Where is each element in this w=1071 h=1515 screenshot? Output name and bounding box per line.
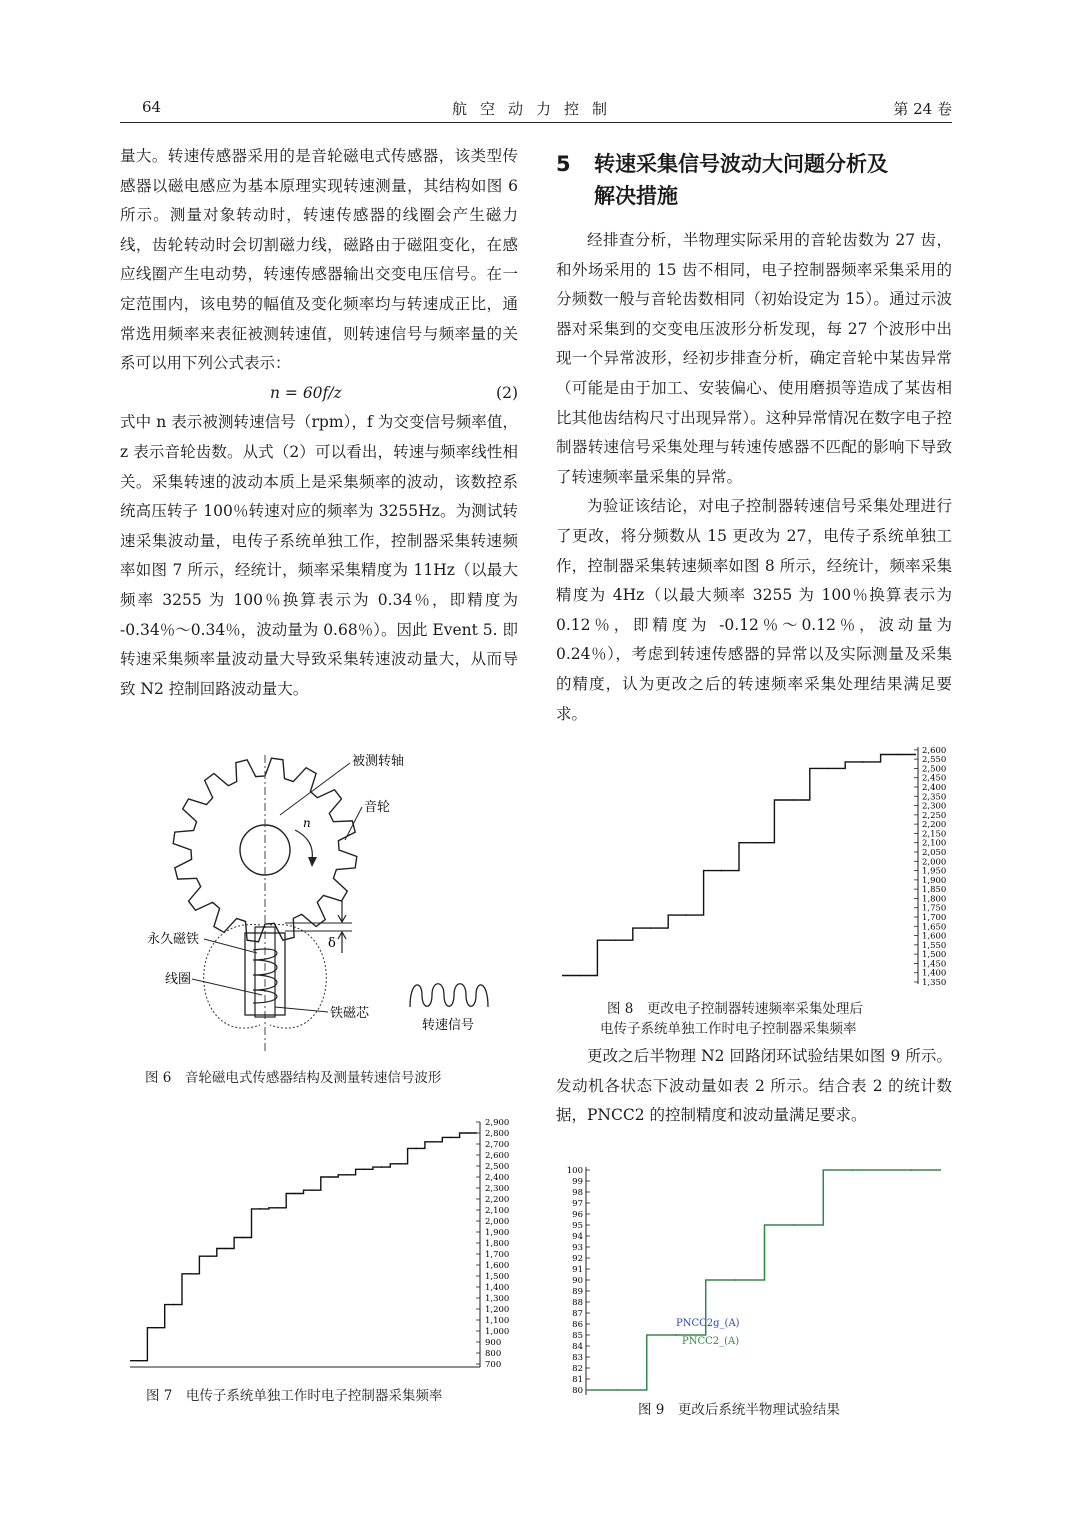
- figure-8-caption-line1: 图 8 更改电子控制器转速频率采集处理后: [607, 1001, 863, 1017]
- series-line: [588, 1170, 941, 1390]
- data-point: [225, 1248, 227, 1250]
- data-point: [468, 1132, 470, 1134]
- figure-6-caption: 图 6 音轮磁电式传感器结构及测量转速信号波形: [145, 1070, 442, 1086]
- y-tick-label: 90: [572, 1276, 583, 1286]
- tone-wheel-gear: [173, 758, 357, 942]
- y-tick-label: 1,800: [485, 1239, 510, 1249]
- coil-leader: [192, 979, 262, 995]
- journal-title: 航空动力控制: [451, 100, 620, 118]
- data-point: [685, 914, 687, 916]
- figure-9-chart: [556, 1162, 952, 1397]
- data-point: [155, 1327, 157, 1329]
- equation-number: (2): [496, 383, 518, 402]
- y-tick-label: 2,250: [922, 810, 947, 821]
- y-tick-label: 1,350: [922, 978, 947, 988]
- y-tick-label: 1,400: [485, 1283, 510, 1293]
- data-point: [242, 1237, 244, 1239]
- page-number: 64: [142, 98, 162, 116]
- data-point: [827, 768, 829, 770]
- paragraph: 式中 n 表示被测转速信号（rpm），f 为交变信号频率值，z 表示音轮齿数。从式（2）可以看出，转速与频率线性相关。采集转速的波动本质上是采集频率的波动，该数控系统高压转子 100％转速对应的频率为 3255Hz。为测试转速采集波动量，电传子系统单独工作，控制器采集转速频率如图 7 所示，经统计，频率采集精度为 11Hz（以最大频率 3255 为 100％换算表示为 0.34％，即精度为 -0.34％～0.34％，波动量为 0.68％）。因此 Event 5. 即转速采集频率量波动量大导致采集转速波动量大，从而导致 N2 控制回路波动量大。: [120, 413, 518, 698]
- right-column-text-2: [556, 1042, 952, 1131]
- shaft-leader: [280, 763, 350, 815]
- y-tick-label: 2,300: [485, 1184, 510, 1194]
- wheel-leader: [345, 807, 362, 840]
- coil-winding: [253, 949, 277, 1003]
- paragraph: 为验证该结论，对电子控制器转速信号采集处理进行了更改，将分频数从 15 更改为 27，电传子系统单独工作，控制器采集转速频率如图 8 所示，经统计，频率采集精度为 4Hz（以最大频率 3255 为 100％换算表示为 0.12％，即精度为 -0.12％～0.12％，波动量为 0.24％），考虑到转速传感器的异常以及实际测量及采集的精度，认为更改之后的转速频率采集处理结果满足要求。: [556, 497, 952, 723]
- paragraph: 更改之后半物理 N2 回路闭环试验结果如图 9 所示。发动机各状态下波动量如表 2 所示。结合表 2 的统计数据，PNCC2 的控制精度和波动量满足要求。: [556, 1047, 952, 1125]
- y-tick-label: 900: [485, 1338, 502, 1348]
- gap-arrow-up: [338, 932, 346, 953]
- data-point: [756, 842, 758, 844]
- section-number: 5: [556, 152, 571, 176]
- data-point: [734, 1279, 736, 1281]
- y-tick-label: 800: [485, 1349, 502, 1359]
- data-point: [190, 1273, 192, 1275]
- data-point: [363, 1169, 365, 1171]
- y-tick-label: 1,500: [922, 950, 947, 961]
- y-tick-label: 2,050: [922, 848, 947, 858]
- y-tick-label: 95: [572, 1221, 583, 1231]
- signal-waveform: [410, 984, 488, 1007]
- gap-label: δ: [328, 936, 336, 951]
- flux-line-left: [204, 924, 260, 1028]
- y-tick-label: 2,350: [922, 792, 947, 803]
- y-tick-label: 1,900: [485, 1228, 510, 1238]
- rotation-arrowhead: [308, 857, 317, 867]
- y-tick-label: 2,000: [922, 857, 947, 868]
- right-column-text-1: [556, 226, 952, 729]
- y-tick-label: 2,100: [922, 838, 947, 849]
- y-tick-label: 1,500: [485, 1272, 510, 1282]
- paragraph: 经排查分析，半物理实际采用的音轮齿数为 27 齿，和外场采用的 15 齿不相同，电子控制器频率采集采用的分频数一般与音轮齿数相同（初始设定为 15）。通过示波器对采集到的交变电压波形分析发现，每 27 个波形中出现一个异常波形，经初步排查分析，确定音轮中某齿异常（可能是由于加工、安装偏心、使用磨损等造成了某齿相比其他齿结构尺寸出现异常）。这种异常情况在数字电子控制器转速信号采集处理与转速传感器不匹配的影响下导致了转速频率量采集的异常。: [556, 231, 952, 486]
- y-tick-label: 2,600: [485, 1151, 510, 1161]
- data-point: [911, 1169, 913, 1171]
- y-tick-label: 83: [572, 1353, 583, 1363]
- y-tick-label: 92: [572, 1254, 583, 1264]
- coil-label: 线圈: [165, 972, 192, 987]
- data-point: [791, 799, 793, 801]
- left-column: [120, 142, 518, 704]
- data-point: [138, 1360, 140, 1362]
- data-point: [793, 1224, 795, 1226]
- y-tick-label: 2,150: [922, 829, 947, 840]
- section-heading: [556, 148, 956, 212]
- y-tick-label: 2,500: [922, 764, 947, 775]
- y-tick-label: 89: [572, 1287, 583, 1297]
- legend-act: PNCC2_(A): [682, 1336, 740, 1347]
- figure-8-chart: [556, 742, 952, 992]
- y-tick-label: 1,400: [922, 968, 947, 979]
- series-line: [562, 755, 916, 976]
- y-tick-label: 94: [572, 1232, 583, 1242]
- rotation-arrow: [295, 830, 312, 860]
- y-tick-label: 1,800: [922, 894, 947, 905]
- figure-6-diagram: [120, 745, 520, 1055]
- data-point: [852, 1169, 854, 1171]
- flux-line-right: [270, 924, 326, 1028]
- y-tick-label: 97: [572, 1199, 583, 1209]
- y-tick-label: 1,900: [922, 875, 947, 886]
- data-point: [721, 870, 723, 872]
- shaft-label: 被测转轴: [352, 754, 405, 769]
- y-tick-label: 2,400: [922, 783, 947, 793]
- y-tick-label: 1,850: [922, 885, 947, 896]
- data-point: [862, 761, 864, 763]
- y-tick-label: 1,750: [922, 903, 947, 914]
- y-tick-label: 87: [572, 1309, 583, 1319]
- equation-expression: n = 60f/z: [270, 383, 342, 402]
- data-point: [173, 1304, 175, 1306]
- y-tick-label: 2,450: [922, 773, 947, 784]
- section-title-line2: 解决措施: [594, 184, 678, 208]
- y-tick-label: 1,700: [485, 1250, 510, 1260]
- y-tick-label: 2,900: [485, 1118, 510, 1128]
- section-title-line1: 转速采集信号波动大问题分析及: [594, 152, 888, 176]
- data-point: [614, 939, 616, 941]
- signal-label: 转速信号: [422, 1018, 475, 1033]
- figure-7-caption: 图 7 电传子系统单独工作时电子控制器采集频率: [146, 1388, 443, 1404]
- y-tick-label: 2,200: [922, 820, 947, 831]
- y-tick-label: 96: [572, 1210, 583, 1220]
- data-point: [579, 975, 581, 977]
- legend-cmd: PNCC2g_(A): [676, 1318, 740, 1329]
- data-point: [676, 1334, 678, 1336]
- y-tick-label: 1,950: [922, 866, 947, 877]
- y-tick-label: 1,450: [922, 959, 947, 970]
- y-tick-label: 1,200: [485, 1305, 510, 1315]
- core-label: 铁磁芯: [330, 1006, 370, 1021]
- y-tick-label: 1,550: [922, 940, 947, 951]
- y-tick-label: 1,100: [485, 1316, 510, 1326]
- y-tick-label: 1,700: [922, 913, 947, 923]
- data-point: [650, 927, 652, 929]
- data-point: [381, 1166, 383, 1168]
- y-tick-label: 84: [572, 1342, 583, 1352]
- data-point: [207, 1255, 209, 1257]
- figure-7-chart: [125, 1112, 525, 1374]
- y-tick-label: 2,300: [922, 801, 947, 812]
- y-tick-label: 2,700: [485, 1140, 510, 1150]
- core-leader: [275, 1007, 328, 1012]
- equation-2: [120, 379, 518, 409]
- y-tick-label: 2,200: [485, 1195, 510, 1205]
- gap-arrow-down: [338, 901, 346, 922]
- y-tick-label: 1,000: [485, 1327, 510, 1337]
- figure-9-caption: 图 9 更改后系统半物理试验结果: [638, 1402, 840, 1418]
- data-point: [433, 1141, 435, 1143]
- data-point: [617, 1389, 619, 1391]
- data-point: [450, 1137, 452, 1139]
- data-point: [898, 754, 900, 756]
- y-tick-label: 2,800: [485, 1129, 510, 1139]
- data-point: [259, 1208, 261, 1210]
- magnet-label: 永久磁铁: [147, 932, 200, 947]
- y-tick-label: 100: [566, 1166, 583, 1176]
- y-tick-label: 2,600: [922, 745, 947, 756]
- y-tick-label: 82: [572, 1364, 583, 1374]
- figure-8-caption-line2: 电传子系统单独工作时电子控制器采集频率: [600, 1021, 857, 1037]
- y-tick-label: 2,400: [485, 1173, 510, 1183]
- y-tick-label: 2,550: [922, 755, 947, 766]
- data-point: [329, 1176, 331, 1178]
- data-point: [294, 1193, 296, 1195]
- paragraph: 量大。转速传感器采用的是音轮磁电式传感器，该类型传感器以磁电感应为基本原理实现转速测量，其结构如图 6 所示。测量对象转动时，转速传感器的线圈会产生磁力线，齿轮转动时会切割磁力线，磁路由于磁阻变化，在感应线圈产生电动势，转速传感器输出交变电压信号。在一定范围内，该电势的幅值及变化频率均与转速成正比，通常选用频率来表征被测转速值，则转速信号与频率量的关系可以用下列公式表示：: [120, 147, 518, 373]
- y-tick-label: 700: [485, 1360, 502, 1370]
- data-point: [416, 1148, 418, 1150]
- data-point: [346, 1174, 348, 1176]
- y-tick-label: 91: [572, 1265, 583, 1275]
- data-point: [398, 1163, 400, 1165]
- y-tick-label: 1,600: [922, 931, 947, 942]
- y-tick-label: 1,300: [485, 1294, 510, 1304]
- speed-symbol: n: [303, 816, 311, 830]
- wheel-label: 音轮: [364, 800, 391, 815]
- y-tick-label: 1,600: [485, 1261, 510, 1271]
- y-tick-label: 98: [572, 1188, 583, 1198]
- y-tick-label: 99: [572, 1177, 583, 1187]
- y-tick-label: 81: [572, 1375, 583, 1385]
- data-point: [311, 1189, 313, 1191]
- y-tick-label: 80: [572, 1386, 583, 1396]
- y-tick-label: 2,100: [485, 1206, 510, 1216]
- page-header: [120, 96, 952, 123]
- series-line: [130, 1133, 477, 1361]
- y-tick-label: 1,650: [922, 922, 947, 933]
- y-tick-label: 85: [572, 1331, 583, 1341]
- y-tick-label: 2,500: [485, 1162, 510, 1172]
- y-tick-label: 2,000: [485, 1217, 510, 1227]
- data-point: [277, 1207, 279, 1209]
- y-tick-label: 93: [572, 1243, 583, 1253]
- y-tick-label: 86: [572, 1320, 583, 1330]
- volume-label: 第 24 卷: [893, 100, 952, 118]
- y-tick-label: 88: [572, 1298, 583, 1308]
